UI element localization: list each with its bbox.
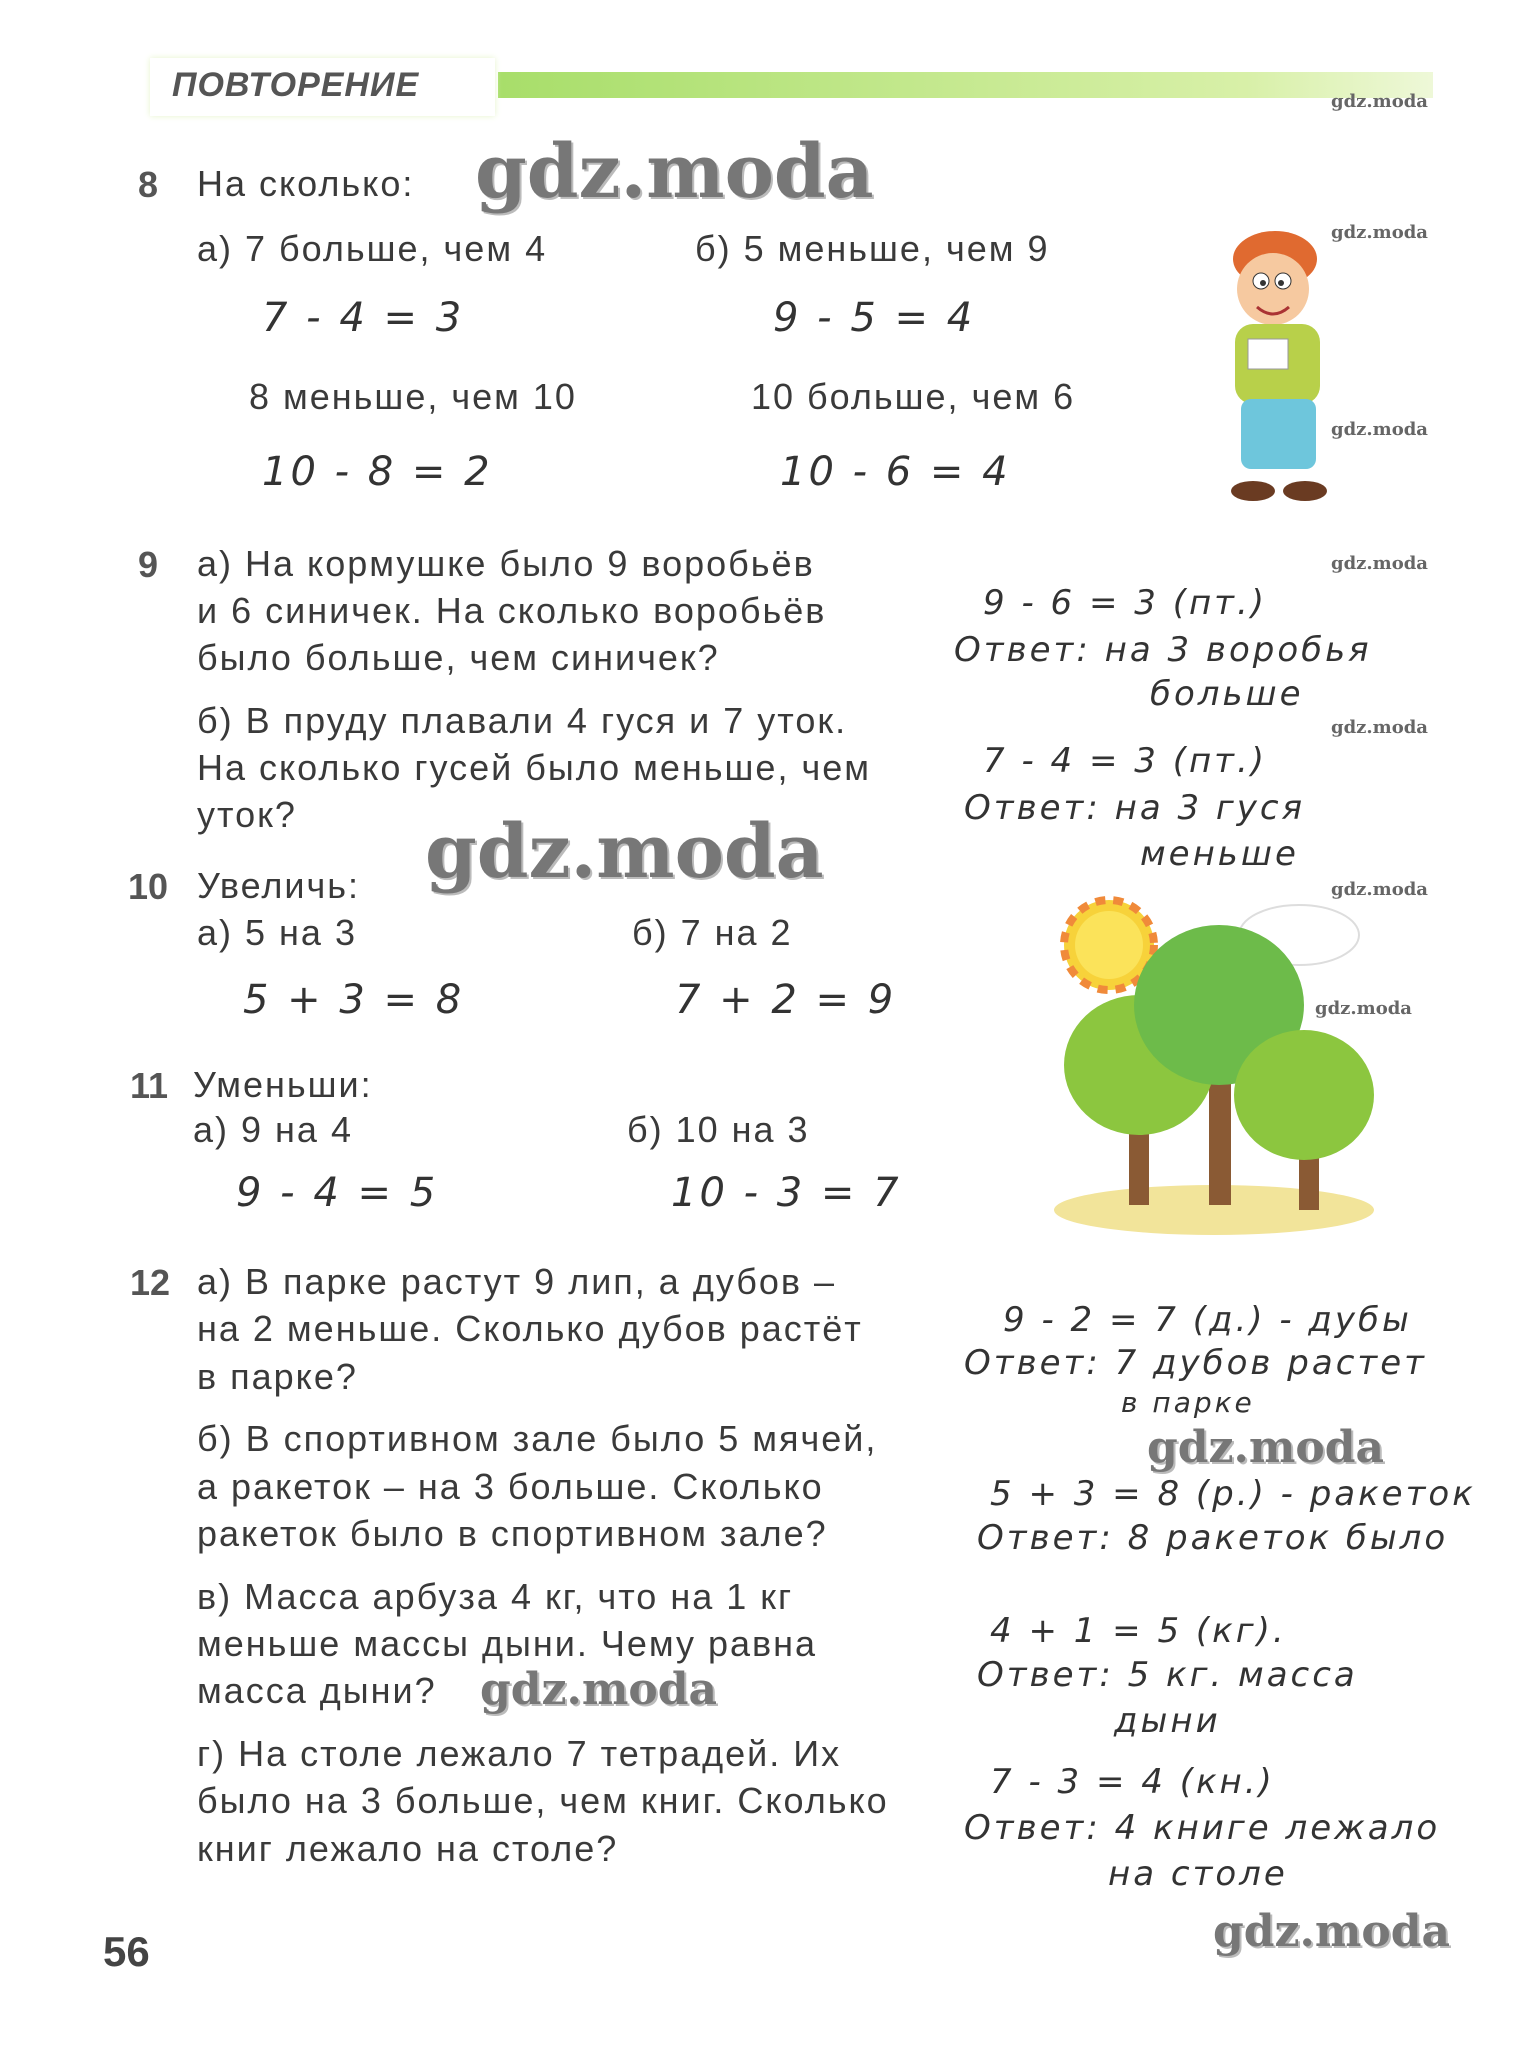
task-9a-line-2: и 6 синичек. На сколько воробьёв bbox=[197, 590, 827, 631]
task-12a-line-1: а) В парке растут 9 лип, а дубов – bbox=[197, 1261, 837, 1302]
task-8-b1: б) 5 меньше, чем 9 bbox=[695, 228, 1050, 269]
task-9b-answer-2: Ответ: на 3 гуся bbox=[964, 788, 1306, 828]
task-12a-answer-3: в парке bbox=[1121, 1386, 1255, 1419]
task-12c-answer-1: 4 + 1 = 5 (кг). bbox=[990, 1611, 1287, 1651]
task-9b-answer-3: меньше bbox=[1140, 834, 1299, 874]
watermark: gdz.moda bbox=[480, 1664, 718, 1715]
task-number-9: 9 bbox=[138, 544, 159, 585]
task-12d-answer-1: 7 - 3 = 4 (кн.) bbox=[990, 1762, 1275, 1802]
task-11-b-answer: 10 - 3 = 7 bbox=[671, 1170, 902, 1216]
watermark: gdz.moda bbox=[1315, 998, 1412, 1019]
task-11-a-answer: 9 - 4 = 5 bbox=[236, 1170, 439, 1216]
task-8-prompt: На сколько: bbox=[197, 163, 415, 204]
task-12c-line-1: в) Масса арбуза 4 кг, что на 1 кг bbox=[197, 1576, 794, 1617]
task-9a-answer-3: больше bbox=[1150, 674, 1304, 714]
task-10-b: б) 7 на 2 bbox=[632, 912, 793, 953]
watermark: gdz.moda bbox=[1147, 1422, 1385, 1473]
task-12b-line-1: б) В спортивном зале было 5 мячей, bbox=[197, 1418, 878, 1459]
task-12b-answer-2: Ответ: 8 ракеток было bbox=[977, 1518, 1449, 1558]
task-number-10: 10 bbox=[128, 866, 169, 907]
task-12d-answer-2: Ответ: 4 книге лежало bbox=[964, 1808, 1441, 1848]
task-9b-answer-1: 7 - 4 = 3 (пт.) bbox=[983, 741, 1268, 781]
watermark: gdz.moda bbox=[1331, 222, 1428, 243]
task-12b-line-2: а ракеток – на 3 больше. Сколько bbox=[197, 1466, 824, 1507]
task-11-b: б) 10 на 3 bbox=[627, 1109, 810, 1150]
task-12d-line-3: книг лежало на столе? bbox=[197, 1828, 619, 1869]
task-9a-answer-1: 9 - 6 = 3 (пт.) bbox=[983, 583, 1268, 623]
watermark: gdz.moda bbox=[1213, 1906, 1451, 1957]
task-8-a1: а) 7 больше, чем 4 bbox=[197, 228, 548, 269]
watermark: gdz.moda bbox=[1331, 419, 1428, 440]
task-12c-line-3: масса дыни? bbox=[197, 1670, 437, 1711]
sun-and-trees-illustration bbox=[1029, 865, 1399, 1245]
task-12d-answer-3: на столе bbox=[1108, 1854, 1288, 1894]
task-12d-line-2: было на 3 больше, чем книг. Сколько bbox=[197, 1780, 889, 1821]
task-9b-line-1: б) В пруду плавали 4 гуся и 7 уток. bbox=[197, 700, 848, 741]
task-9a-line-1: а) На кормушке было 9 воробьёв bbox=[197, 543, 815, 584]
task-8-b2: 10 больше, чем 6 bbox=[751, 376, 1076, 417]
task-9a-line-3: было больше, чем синичек? bbox=[197, 637, 720, 678]
watermark: gdz.moda bbox=[1331, 717, 1428, 738]
watermark: gdz.moda bbox=[425, 809, 824, 895]
page-number: 56 bbox=[103, 1928, 150, 1975]
task-number-12: 12 bbox=[130, 1262, 171, 1303]
task-12b-answer-1: 5 + 3 = 8 (р.) - ракеток bbox=[990, 1474, 1476, 1514]
task-10-b-answer: 7 + 2 = 9 bbox=[675, 977, 897, 1023]
task-8-b1-answer: 9 - 5 = 4 bbox=[773, 295, 976, 341]
header-green-bar bbox=[498, 72, 1433, 98]
task-9b-line-3: уток? bbox=[197, 794, 297, 835]
task-12a-line-2: на 2 меньше. Сколько дубов растёт bbox=[197, 1308, 863, 1349]
task-number-11: 11 bbox=[130, 1065, 169, 1106]
task-12c-answer-2: Ответ: 5 кг. масса bbox=[977, 1655, 1358, 1695]
task-9b-line-2: На сколько гусей было меньше, чем bbox=[197, 747, 871, 788]
task-12c-answer-3: дыни bbox=[1114, 1701, 1221, 1741]
task-number-8: 8 bbox=[138, 164, 159, 205]
task-12d-line-1: г) На столе лежало 7 тетрадей. Их bbox=[197, 1733, 842, 1774]
watermark: gdz.moda bbox=[1331, 553, 1428, 574]
task-8-a2-answer: 10 - 8 = 2 bbox=[262, 449, 493, 495]
task-12a-answer-2: Ответ: 7 дубов растет bbox=[964, 1343, 1427, 1383]
task-10-prompt: Увеличь: bbox=[197, 865, 361, 906]
section-title: ПОВТОРЕНИЕ bbox=[172, 66, 420, 104]
task-8-a2: 8 меньше, чем 10 bbox=[249, 376, 577, 417]
task-12b-line-3: ракеток было в спортивном зале? bbox=[197, 1513, 828, 1554]
watermark: gdz.moda bbox=[475, 129, 874, 215]
task-11-a: а) 9 на 4 bbox=[193, 1109, 353, 1150]
task-8-b2-answer: 10 - 6 = 4 bbox=[780, 449, 1011, 495]
task-9a-answer-2: Ответ: на 3 воробья bbox=[954, 630, 1372, 670]
task-12a-line-3: в парке? bbox=[197, 1356, 358, 1397]
task-10-a: а) 5 на 3 bbox=[197, 912, 357, 953]
task-11-prompt: Уменьши: bbox=[193, 1064, 373, 1105]
task-12c-line-2: меньше массы дыни. Чему равна bbox=[197, 1623, 818, 1664]
task-8-a1-answer: 7 - 4 = 3 bbox=[262, 295, 465, 341]
boy-writing-illustration bbox=[1213, 229, 1353, 509]
task-10-a-answer: 5 + 3 = 8 bbox=[243, 977, 465, 1023]
watermark: gdz.moda bbox=[1331, 91, 1428, 112]
watermark: gdz.moda bbox=[1331, 879, 1428, 900]
task-12a-answer-1: 9 - 2 = 7 (д.) - дубы bbox=[1003, 1300, 1412, 1340]
